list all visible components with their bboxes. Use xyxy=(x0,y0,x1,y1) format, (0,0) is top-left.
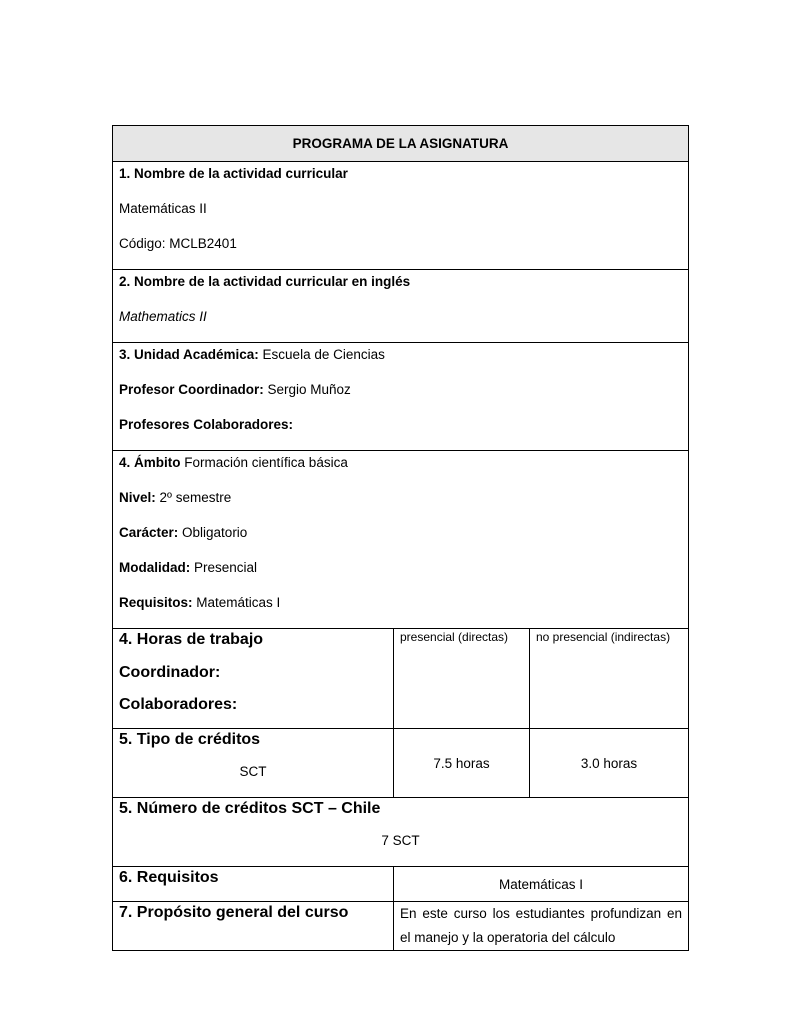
header-row xyxy=(113,126,689,162)
proposito-title-cell xyxy=(113,902,394,951)
coordinator-label: Profesor Coordinador: xyxy=(119,382,264,397)
horas-row xyxy=(113,629,689,729)
horas-coordinator: Coordinador: xyxy=(119,664,221,681)
course-name-english: Mathematics II xyxy=(119,309,207,324)
section-1-label: 1. Nombre de la actividad curricular xyxy=(119,166,348,181)
course-code: Código: MCLB2401 xyxy=(119,236,237,251)
numero-creditos-cell xyxy=(113,798,689,867)
caracter-label: Carácter: xyxy=(119,525,179,540)
unidad-label: 3. Unidad Académica: xyxy=(119,347,259,362)
numero-creditos-title: 5. Número de créditos SCT – Chile xyxy=(119,800,381,817)
requisitos-title: 6. Requisitos xyxy=(119,869,219,886)
requisitos-row xyxy=(113,867,689,902)
table-title: PROGRAMA DE LA ASIGNATURA xyxy=(113,126,689,162)
numero-creditos-row xyxy=(113,798,689,867)
tipo-creditos-title: 5. Tipo de créditos xyxy=(119,731,261,748)
requisitos-value: Matemáticas I xyxy=(394,867,689,902)
nivel-value: 2º semestre xyxy=(155,490,232,505)
proposito-row xyxy=(113,902,689,951)
section-1-row xyxy=(113,162,689,270)
caracter-value: Obligatorio xyxy=(178,525,248,540)
proposito-text: En este curso los estudiantes profundizan en el manejo y la operatoria del cálculo xyxy=(394,902,689,951)
section-3-cell xyxy=(113,343,689,451)
program-table xyxy=(112,125,689,951)
horas-no-presencial-value: 3.0 horas xyxy=(530,729,689,798)
section-2-cell xyxy=(113,270,689,343)
horas-title: 4. Horas de trabajo xyxy=(119,631,264,648)
horas-label-cell xyxy=(113,629,394,729)
horas-presencial-header: presencial (directas) xyxy=(394,629,530,729)
proposito-title: 7. Propósito general del curso xyxy=(119,904,349,921)
coordinator-value: Sergio Muñoz xyxy=(263,382,351,397)
section-3-row xyxy=(113,343,689,451)
course-program-document xyxy=(112,125,688,951)
section-2-label: 2. Nombre de la actividad curricular en inglés xyxy=(119,274,411,289)
requisitos-label: Requisitos: xyxy=(119,595,193,610)
requisitos-value: Matemáticas I xyxy=(192,595,281,610)
section-4-cell xyxy=(113,451,689,629)
section-4-row xyxy=(113,451,689,629)
horas-presencial-value: 7.5 horas xyxy=(394,729,530,798)
horas-no-presencial-header: no presencial (indirectas) xyxy=(530,629,689,729)
modalidad-value: Presencial xyxy=(190,560,258,575)
horas-collaborators: Colaboradores: xyxy=(119,696,238,713)
ambito-value: Formación científica básica xyxy=(180,455,348,470)
course-name: Matemáticas II xyxy=(119,201,207,216)
modalidad-label: Modalidad: xyxy=(119,560,191,575)
collaborators-label: Profesores Colaboradores: xyxy=(119,417,294,432)
nivel-label: Nivel: xyxy=(119,490,156,505)
unidad-value: Escuela de Ciencias xyxy=(258,347,385,362)
numero-creditos-value: 7 SCT xyxy=(381,833,420,848)
section-2-row xyxy=(113,270,689,343)
tipo-creditos-row xyxy=(113,729,689,798)
tipo-creditos-cell xyxy=(113,729,394,798)
requisitos-title-cell xyxy=(113,867,394,902)
tipo-creditos-value: SCT xyxy=(239,764,267,779)
ambito-label: 4. Ámbito xyxy=(119,455,181,470)
section-1-cell xyxy=(113,162,689,270)
